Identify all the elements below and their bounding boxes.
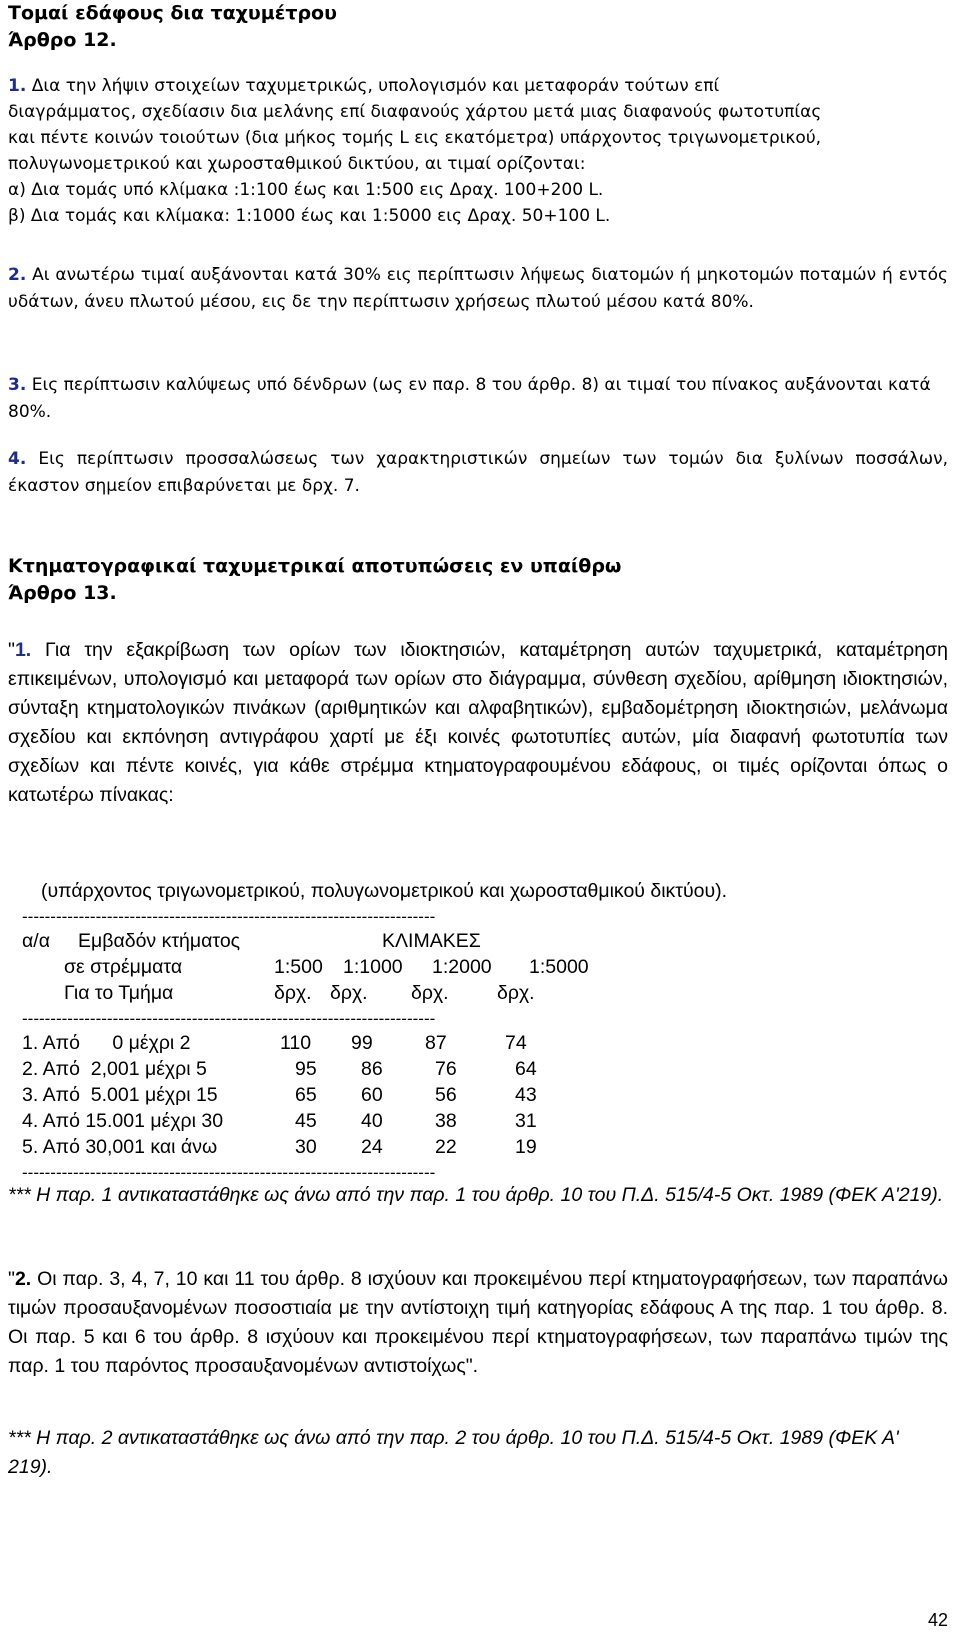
row-value: 87: [425, 1032, 447, 1054]
row-value: 99: [351, 1032, 373, 1054]
paragraph-number: 3.: [8, 375, 27, 395]
amendment-note-2: [8, 1424, 948, 1482]
paragraph-3: [8, 372, 948, 426]
paragraph-13-2: "2. Οι παρ. 3, 4, 7, 10 και 11 του άρθρ. 8 ισχύουν και προκειμένου περί κτηματογραφήσεων, των παραπάνω τιμών προσαυξανομένων ποσοστιαία με την αντίστοιχη τιμή κατηγορίας εδάφους Α της παρ. 1 του άρθρ. 8. Οι παρ. 5 και 6 του άρθρ. 8 ισχύουν και προκειμένου περί κτηματογραφήσεων, των παραπάνω τιμών της παρ. 1 του παρόντος προσαυξανομένων αντιστοίχως".: [8, 1268, 948, 1377]
row-value: 76: [435, 1058, 457, 1080]
row-value: 22: [435, 1136, 457, 1158]
section-article-12: [8, 0, 948, 496]
row-value: 110: [280, 1032, 312, 1054]
row-value: 64: [515, 1058, 537, 1080]
row-value: 56: [435, 1084, 457, 1106]
paragraph-13-1: "1. Για την εξακρίβωση των ορίων των ιδιοκτησιών, καταμέτρηση αυτών ταχυμετρικά, καταμέτρηση επικειμένων, υπολογισμό και μεταφορά των ορίων στο διάγραμμα, σύνθεση σχεδίου, αρίθμηση ιδιοκτησιών, σύνταξη κτηματολογικών πινάκων (αριθμητικών και αλφαβητικών), εμβαδομέτρηση ιδιοκτησιών, μελάνωμα σχεδίου και εκπόνηση αντιγράφου χαρτί με έξι κοινές φωτοτυπίες αυτών, μία διαφανή φωτοτυπία των σχεδίων και πέντε κοινές, για κάθε στρέμμα κτηματογραφουμένου εδάφους, οι τιμές ορίζονται όπως ο κατωτέρω πίνακας:: [8, 639, 948, 806]
row-value: 24: [361, 1136, 383, 1158]
row-value: 40: [361, 1110, 383, 1132]
table-header-row: [8, 928, 948, 954]
paragraph-line: πολυγωνομετρικού και χωροσταθμικού δικτύου, αι τιμαί ορίζονται:: [8, 154, 586, 174]
paragraph-text: Αι ανωτέρω τιμαί αυξάνονται κατά 30% εις περίπτωσιν λήψεως διατομών ή μηκοτομών ποταμών ή εντός υδάτων, άνευ πλωτού μέσου, εις δε την περίπτωσιν χρήσεως πλωτού μέσου κατά 80%.: [8, 265, 948, 312]
table-rule: -------------------------------------------------------------------------: [22, 907, 436, 926]
header-area: Εμβαδόν κτήματος: [78, 930, 241, 952]
row-label: 2. Από 2,001 μέχρι 5: [22, 1058, 207, 1080]
header-unit: δρχ.: [411, 982, 449, 1004]
table-rule: -------------------------------------------------------------------------: [22, 1009, 436, 1028]
row-value: 31: [515, 1110, 537, 1132]
row-label: 5. Από 30,001 και άνω: [22, 1136, 218, 1158]
section-title: Τομαί εδάφους δια ταχυμέτρου: [8, 2, 337, 24]
row-value: 43: [515, 1084, 537, 1106]
header-dept: Για το Τμήμα: [64, 982, 174, 1004]
paragraph-line: β) Δια τομάς και κλίμακα: 1:1000 έως και 1:5000 εις Δραχ. 50+100 L.: [8, 206, 611, 226]
header-scales: ΚΛΙΜΑΚΕΣ: [382, 930, 481, 952]
amendment-note-1: [8, 1181, 948, 1210]
table-header-row: [8, 980, 948, 1006]
paragraph-number: 2.: [8, 265, 27, 285]
paragraph-text: Για την εξακρίβωση των ορίων των ιδιοκτησιών, καταμέτρηση αυτών ταχυμετρικά, καταμέτρηση επικειμένων, υπολογισμό και μεταφορά των ορίων στο διάγραμμα, σύνθεση σχεδίου, αρίθμηση ιδιοκτησιών, σύνταξη κτηματολογικών πινάκων (αριθμητικών και αλφαβητικών), εμβαδομέτρηση ιδιοκτησιών, μελάνωμα σχεδίου και εκπόνηση αντιγράφου χαρτί με έξι κοινές φωτοτυπίες αυτών, μία διαφανή φωτοτυπία των σχεδίων και πέντε κοινές, για κάθε στρέμμα κτηματογραφουμένου εδάφους, οι τιμές ορίζονται όπως ο κατωτέρω πίνακας:: [8, 639, 948, 806]
header-scale: 1:500: [274, 956, 323, 978]
header-scale: 1:5000: [529, 956, 589, 978]
table-row: [8, 1082, 948, 1108]
header-unit: δρχ.: [274, 982, 312, 1004]
article-heading: Άρθρο 12.: [8, 29, 117, 51]
article-heading: Άρθρο 13.: [8, 582, 117, 604]
row-label: 3. Από 5.001 μέχρι 15: [22, 1084, 218, 1106]
paragraph-number: 2.: [14, 1268, 32, 1290]
paragraph-line: διαγράμματος, σχεδίασιν δια μελάνης επί διαφανούς χάρτου μετά μιας διαφανούς φωτοτυπίας: [8, 102, 822, 122]
fee-table: [8, 878, 948, 1184]
table-rule: -------------------------------------------------------------------------: [22, 1163, 436, 1182]
note-text: *** Η παρ. 1 αντικαταστάθηκε ως άνω από την παρ. 1 του άρθρ. 10 του Π.Δ. 515/4-5 Οκτ. 1989 (ΦΕΚ Α'219).: [8, 1184, 944, 1206]
row-label: 4. Από 15.001 μέχρι 30: [22, 1110, 224, 1132]
note-text: *** Η παρ. 2 αντικαταστάθηκε ως άνω από την παρ. 2 του άρθρ. 10 του Π.Δ. 515/4-5 Οκτ. 1989 (ΦΕΚ Α' 219).: [8, 1427, 899, 1478]
row-value: 74: [505, 1032, 527, 1054]
paragraph-line: και πέντε κοινών τοιούτων (δια μήκος τομής L εις εκατόμετρα) υπάρχοντος τριγωνομετρικού,: [8, 128, 822, 148]
paragraph-line: 1. Δια την λήψιν στοιχείων ταχυμετρικώς, υπολογισμόν και μεταφοράν τούτων επί: [8, 76, 720, 96]
table-row: [8, 1108, 948, 1134]
paragraph-text: Εις περίπτωσιν προσσαλώσεως των χαρακτηριστικών σημείων των τομών δια ξυλίνων ποσσάλων, έκαστον σημείον επιβαρύνεται με δρχ. 7.: [8, 449, 948, 496]
row-value: 30: [295, 1136, 317, 1158]
header-scale: 1:2000: [432, 956, 492, 978]
row-value: 95: [295, 1058, 317, 1080]
header-unit: δρχ.: [497, 982, 535, 1004]
section-article-13: [8, 553, 948, 607]
header-unit: δρχ.: [330, 982, 368, 1004]
paragraph-1: [8, 73, 948, 229]
row-value: 60: [361, 1084, 383, 1106]
header-index: α/α: [22, 930, 50, 952]
paragraph-text: Εις περίπτωσιν καλύψεως υπό δένδρων (ως εν παρ. 8 του άρθρ. 8) αι τιμαί του πίνακος αυξάνονται κατά 80%.: [8, 375, 931, 422]
row-value: 19: [515, 1136, 537, 1158]
row-value: 45: [295, 1110, 317, 1132]
table-row: [8, 1030, 948, 1056]
paragraph-text: Οι παρ. 3, 4, 7, 10 και 11 του άρθρ. 8 ισχύουν και προκειμένου περί κτηματογραφήσεων, των παραπάνω τιμών προσαυξανομένων ποσοστιαία με την αντίστοιχη τιμή κατηγορίας εδάφους Α της παρ. 1 του άρθρ. 8. Οι παρ. 5 και 6 του άρθρ. 8 ισχύουν και προκειμένου περί κτηματογραφήσεων, των παραπάνω τιμών της παρ. 1 του παρόντος προσαυξανομένων αντιστοίχως".: [8, 1268, 948, 1377]
row-label: 1. Από 0 μέχρι 2: [22, 1032, 191, 1054]
table-row: [8, 1134, 948, 1160]
header-scale: 1:1000: [343, 956, 403, 978]
paragraph-2: [8, 262, 948, 316]
row-value: 86: [361, 1058, 383, 1080]
table-row: [8, 1056, 948, 1082]
row-value: 38: [435, 1110, 457, 1132]
paragraph-number: 4.: [8, 449, 27, 469]
paragraph-4: [8, 446, 948, 500]
paragraph-line: α) Δια τομάς υπό κλίμακα :1:100 έως και 1:500 εις Δραχ. 100+200 L.: [8, 180, 604, 200]
header-area-unit: σε στρέμματα: [64, 956, 183, 978]
section-title: Κτηματογραφικαί ταχυμετρικαί αποτυπώσεις εν υπαίθρω: [8, 555, 622, 577]
row-value: 65: [295, 1084, 317, 1106]
table-caption-row: [8, 878, 948, 904]
page-number: 42: [927, 1610, 948, 1630]
table-header-row: [8, 954, 948, 980]
paragraph-number: 1.: [8, 76, 27, 96]
table-caption: (υπάρχοντος τριγωνομετρικού, πολυγωνομετρικού και χωροσταθμικού δικτύου).: [41, 880, 728, 902]
paragraph-number: 1.: [14, 639, 32, 661]
